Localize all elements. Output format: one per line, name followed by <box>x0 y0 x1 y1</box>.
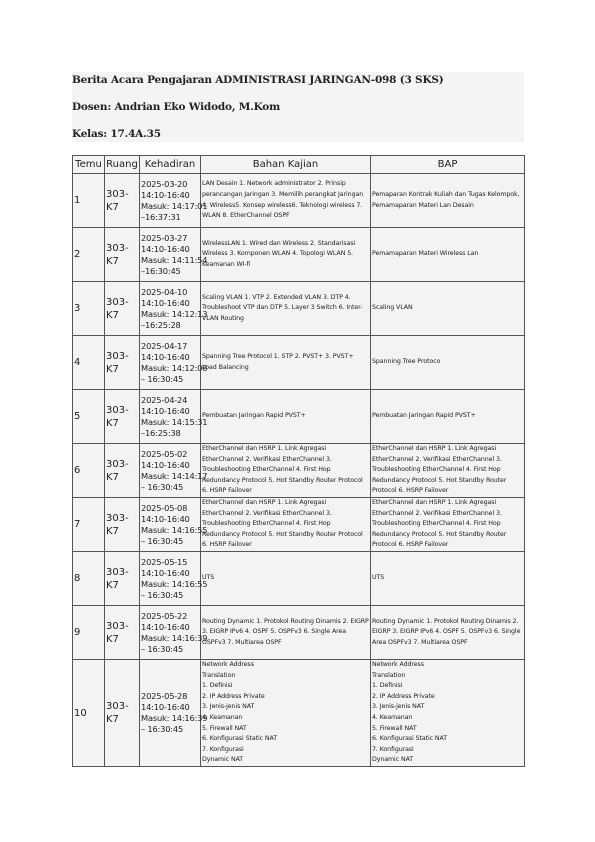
table-row <box>73 174 525 228</box>
meeting-number: 10 <box>73 660 105 767</box>
room: 303-K7 <box>105 336 140 390</box>
attendance-checkout: – 16:30:45 <box>141 643 184 654</box>
attendance <box>140 606 208 660</box>
room: 303-K7 <box>105 228 140 282</box>
table-row <box>73 444 525 498</box>
bahan-kajian-cell: Pembuatan Jaringan Rapid PVST+ <box>201 390 371 444</box>
attendance-date: 2025-05-08 <box>141 502 188 513</box>
attendance-date: 2025-05-15 <box>141 556 188 567</box>
attendance-checkin: Masuk: 14:16:39 <box>141 632 208 643</box>
table-row <box>73 228 525 282</box>
bahan-kajian-cell: UTS <box>201 552 371 606</box>
attendance-date: 2025-05-02 <box>141 448 188 459</box>
column-header-temu: Temu <box>73 156 105 174</box>
attendance-checkin: Masuk: 14:16:55 <box>141 578 208 589</box>
attendance-checkout: – 16:30:45 <box>141 481 184 492</box>
attendance-date: 2025-04-24 <box>141 394 188 405</box>
attendance-schedule: 14:10-16:40 <box>141 297 190 308</box>
bap-cell: EtherChannel dan HSRP 1. Link Agregasi EtherChannel 2. Verifikasi EtherChannel 3. Troubleshooting EtherChannel 4. First Hop Redundancy Protocol 5. Hot Standby Router Protocol 6. HSRP Failover <box>371 444 525 498</box>
attendance <box>140 390 208 444</box>
document-header <box>72 72 524 142</box>
attendance <box>140 552 208 606</box>
meeting-number: 7 <box>73 498 105 552</box>
attendance-checkin: Masuk: 14:16:39 <box>141 713 208 723</box>
table-row <box>73 336 525 390</box>
bahan-kajian-cell: Scaling VLAN 1. VTP 2. Extended VLAN 3. DTP 4. Troubleshoot VTP dan DTP 5. Layer 3 Switch 6. Inter-VLAN Routing <box>201 282 371 336</box>
attendance-table <box>72 155 525 767</box>
table-row <box>73 498 525 552</box>
column-header-bap: BAP <box>371 156 525 174</box>
attendance-date: 2025-05-28 <box>141 691 188 701</box>
room: 303-K7 <box>105 552 140 606</box>
attendance-date: 2025-04-17 <box>141 340 188 351</box>
attendance-checkin: Masuk: 14:14:17 <box>141 470 208 481</box>
meeting-number: 1 <box>73 174 105 228</box>
table-row <box>73 282 525 336</box>
attendance-schedule: 14:10-16:40 <box>141 567 190 578</box>
attendance <box>140 174 208 228</box>
meeting-number: 6 <box>73 444 105 498</box>
bap-cell: Pemaparan Kontrak Kuliah dan Tugas Kelompok, Pemamaparan Materi Lan Desain <box>371 174 525 228</box>
attendance-checkout: – 16:30:45 <box>141 589 184 600</box>
attendance-schedule: 14:10-16:40 <box>141 351 190 362</box>
attendance-schedule: 14:10-16:40 <box>141 702 190 712</box>
attendance-schedule: 14:10-16:40 <box>141 189 190 200</box>
attendance-checkin: Masuk: 14:12:08 <box>141 362 208 373</box>
table-row <box>73 606 525 660</box>
room: 303-K7 <box>105 444 140 498</box>
bahan-kajian-cell: EtherChannel dan HSRP 1. Link Agregasi EtherChannel 2. Verifikasi EtherChannel 3. Troubleshooting EtherChannel 4. First Hop Redundancy Protocol 5. Hot Standby Router Protocol 6. HSRP Failover <box>201 498 371 552</box>
bahan-kajian-cell: LAN Desain 1. Network administrator 2. Prinsip perancangan Jaringan 3. Memilih perangkat Jaringan 4. Wireless5. Konsep wireless6. Teknologi wireless 7. WLAN 8. EtherChannel OSPF <box>201 174 371 228</box>
bap-cell: Pembuatan Jaringan Rapid PVST+ <box>371 390 525 444</box>
room: 303-K7 <box>105 606 140 660</box>
bahan-kajian-cell: EtherChannel dan HSRP 1. Link Agregasi EtherChannel 2. Verifikasi EtherChannel 3. Troubleshooting EtherChannel 4. First Hop Redundancy Protocol 5. Hot Standby Router Protocol 6. HSRP Failover <box>201 444 371 498</box>
table-row <box>73 390 525 444</box>
attendance-date: 2025-03-27 <box>141 232 188 243</box>
meeting-number: 4 <box>73 336 105 390</box>
attendance-date: 2025-05-22 <box>141 610 188 621</box>
bap-cell: Routing Dynamic 1. Protokol Routing Dinamis 2. EIGRP 3. EIGRP IPv6 4. OSPF 5. OSPFv3 6. Single Area OSPFv3 7. Multiarea OSPF <box>371 606 525 660</box>
room: 303-K7 <box>105 174 140 228</box>
column-header-kehadiran: Kehadiran <box>140 156 201 174</box>
meeting-number: 2 <box>73 228 105 282</box>
room: 303-K7 <box>105 660 140 767</box>
attendance-checkout: –16:37:31 <box>141 211 181 222</box>
lecturer-line: Dosen: Andrian Eko Widodo, M.Kom <box>72 101 281 113</box>
attendance <box>140 660 208 767</box>
attendance-checkin: Masuk: 14:12:13 <box>141 308 208 319</box>
bahan-kajian-cell: WirelessLAN 1. Wired dan Wireless 2. Standarisasi Wireless 3. Komponen WLAN 4. Topologi WLAN 5. Keamanan WI-fi <box>201 228 371 282</box>
attendance-checkin: Masuk: 14:17:01 <box>141 200 208 211</box>
column-header-bahan-kajian: Bahan Kajian <box>201 156 371 174</box>
bap-cell: UTS <box>371 552 525 606</box>
attendance-checkin: Masuk: 14:11:54 <box>141 254 208 265</box>
bap-cell: EtherChannel dan HSRP 1. Link Agregasi EtherChannel 2. Verifikasi EtherChannel 3. Troubleshooting EtherChannel 4. First Hop Redundancy Protocol 5. Hot Standby Router Protocol 6. HSRP Failover <box>371 498 525 552</box>
table-row <box>73 660 525 767</box>
attendance-checkout: – 16:30:45 <box>141 373 184 384</box>
room: 303-K7 <box>105 498 140 552</box>
attendance-checkin: Masuk: 14:15:31 <box>141 416 208 427</box>
attendance-checkin: Masuk: 14:16:55 <box>141 524 208 535</box>
attendance <box>140 228 208 282</box>
attendance-schedule: 14:10-16:40 <box>141 621 190 632</box>
attendance-date: 2025-03-20 <box>141 178 188 189</box>
attendance-date: 2025-04-10 <box>141 286 188 297</box>
bahan-kajian-cell: Routing Dynamic 1. Protokol Routing Dinamis 2. EIGRP 3. EIGRP IPv6 4. OSPF 5. OSPFv3 6. Single Area OSPFv3 7. Multiarea OSPF <box>201 606 371 660</box>
meeting-number: 5 <box>73 390 105 444</box>
bahan-kajian-cell: Spanning Tree Protocol 1. STP 2. PVST+ 3. PVST+ Load Balancing <box>201 336 371 390</box>
column-header-ruang: Ruang <box>105 156 140 174</box>
bahan-kajian-cell: Network Address Translation 1. Definisi 2. IP Address Private 3. Jenis-jenis NAT 4. Keamanan 5. Firewall NAT 6. Konfigurasi Static NAT 7. Konfigurasi Dynamic NAT <box>201 660 371 767</box>
meeting-number: 8 <box>73 552 105 606</box>
attendance <box>140 336 208 390</box>
meeting-number: 9 <box>73 606 105 660</box>
room: 303-K7 <box>105 282 140 336</box>
bap-cell: Network Address Translation 1. Definisi 2. IP Address Private 3. Jenis-jenis NAT 4. Keamanan 5. Firewall NAT 6. Konfigurasi Static NAT 7. Konfigurasi Dynamic NAT <box>371 660 525 767</box>
attendance <box>140 444 208 498</box>
table-row <box>73 552 525 606</box>
attendance-schedule: 14:10-16:40 <box>141 513 190 524</box>
bap-cell: Spanning Tree Protoco <box>371 336 525 390</box>
meeting-number: 3 <box>73 282 105 336</box>
attendance-checkout: –16:25:28 <box>141 319 181 330</box>
attendance-checkout: – 16:30:45 <box>141 724 184 734</box>
class-line: Kelas: 17.4A.35 <box>72 128 161 140</box>
attendance-checkout: – 16:30:45 <box>141 535 184 546</box>
attendance <box>140 498 208 552</box>
document-title: Berita Acara Pengajaran ADMINISTRASI JARINGAN-098 (3 SKS) <box>72 74 444 86</box>
attendance-schedule: 14:10-16:40 <box>141 405 190 416</box>
attendance-schedule: 14:10-16:40 <box>141 459 190 470</box>
table-header-row <box>73 156 525 174</box>
attendance-schedule: 14:10-16:40 <box>141 243 190 254</box>
attendance <box>140 282 208 336</box>
bap-cell: Pemamaparan Materi Wireless Lan <box>371 228 525 282</box>
room: 303-K7 <box>105 390 140 444</box>
attendance-checkout: –16:25:38 <box>141 427 181 438</box>
bap-cell: Scaling VLAN <box>371 282 525 336</box>
attendance-checkout: –16:30:45 <box>141 265 181 276</box>
